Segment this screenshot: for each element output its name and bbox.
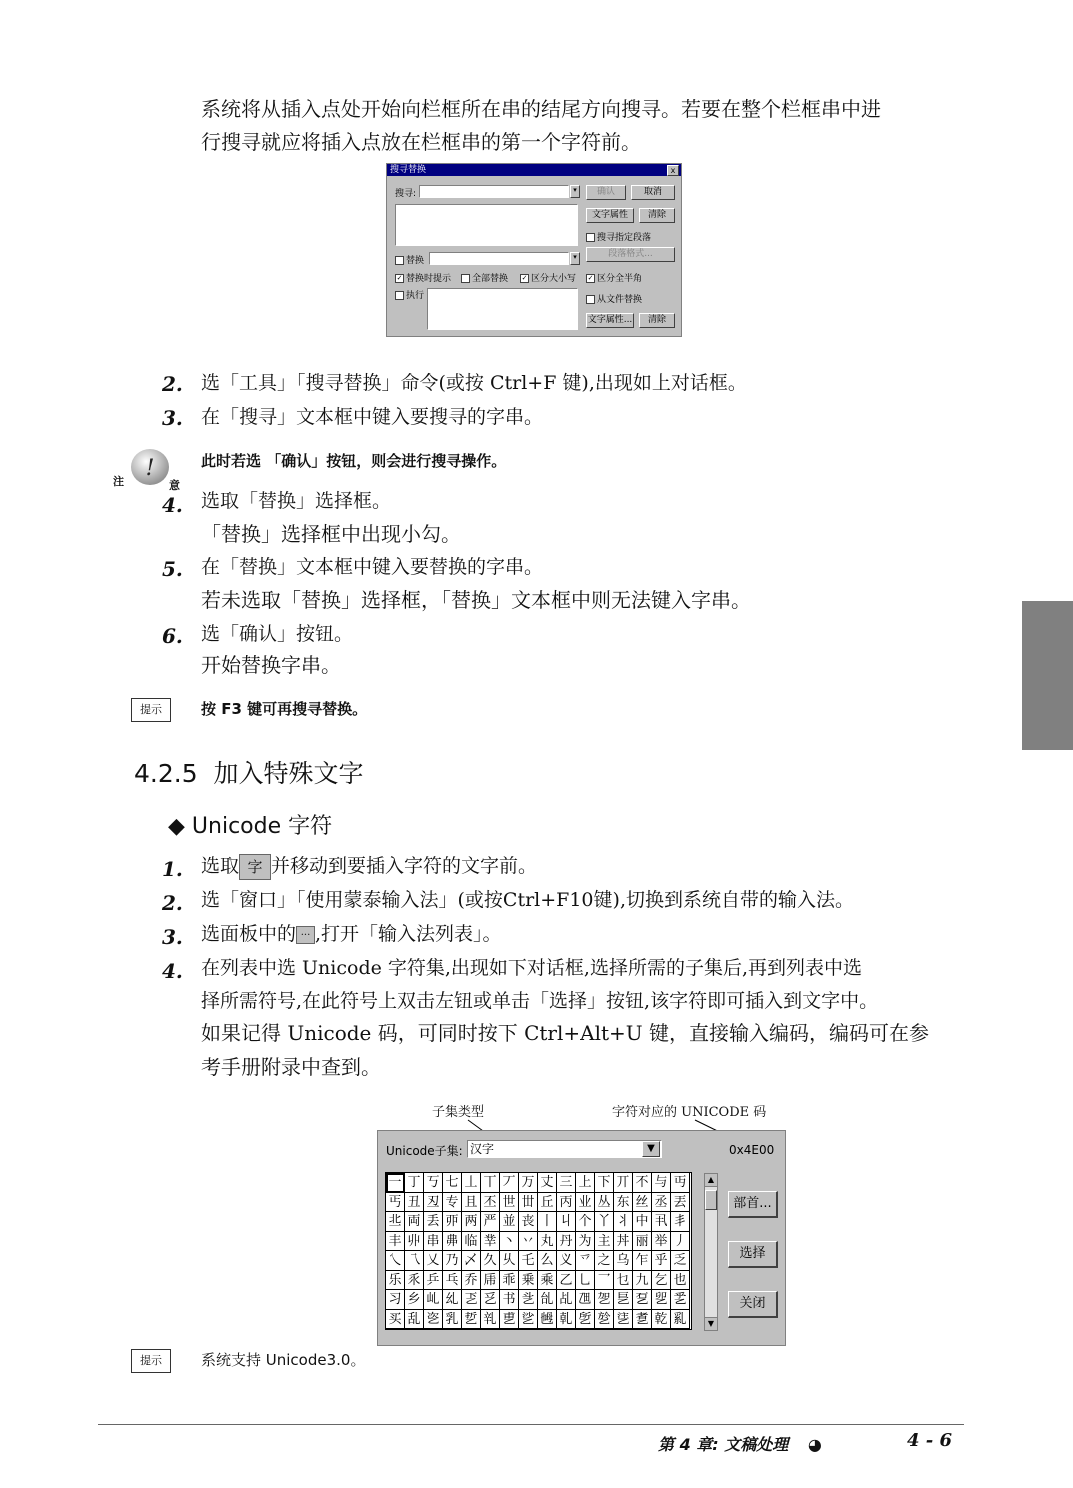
character-cell[interactable]: 乤 [462, 1290, 481, 1310]
character-cell[interactable]: 乸 [538, 1310, 557, 1330]
character-cell[interactable]: 丌 [614, 1173, 633, 1193]
character-cell[interactable]: 乮 [652, 1290, 671, 1310]
character-cell[interactable]: 乧 [519, 1290, 538, 1310]
radical-button[interactable]: 部首... [728, 1191, 778, 1218]
replace-all-label: 全部替换 [472, 274, 509, 284]
character-cell[interactable]: 丒 [424, 1193, 443, 1213]
character-cell[interactable]: 丧 [519, 1212, 538, 1232]
character-cell[interactable]: 乍 [633, 1251, 652, 1271]
character-cell[interactable]: 丯 [671, 1212, 690, 1232]
character-cell[interactable]: 么 [538, 1251, 557, 1271]
character-cell[interactable]: 丫 [595, 1212, 614, 1232]
grid-scrollbar[interactable] [704, 1173, 718, 1331]
check-icon: ✓ [396, 274, 403, 282]
checkbox-icon [461, 274, 470, 283]
character-cell[interactable]: 个 [576, 1212, 595, 1232]
character-cell[interactable]: 丱 [405, 1232, 424, 1252]
character-cell[interactable]: 书 [500, 1290, 519, 1310]
step-subtext: 「替换」选择框中出现小勾。 [201, 522, 461, 546]
step-number: 1. [162, 857, 183, 881]
scroll-up-icon[interactable]: ▲ [705, 1174, 717, 1187]
note-icon [113, 447, 181, 492]
character-cell[interactable]: 丢 [424, 1212, 443, 1232]
tip-text: 系统支持 Unicode3.0。 [201, 1351, 366, 1369]
callout-unicode-code: 字符对应的 UNICODE 码 [612, 1105, 767, 1120]
character-cell[interactable]: 乑 [405, 1271, 424, 1291]
character-cell[interactable]: 乬 [614, 1290, 633, 1310]
character-cell[interactable]: 丷 [519, 1232, 538, 1252]
character-cell[interactable]: 乆 [500, 1251, 519, 1271]
character-cell[interactable]: 丂 [424, 1173, 443, 1193]
step-text-pre: 选面板中的 [201, 923, 297, 945]
character-cell[interactable]: 乻 [595, 1310, 614, 1330]
svg-text:!: ! [145, 456, 155, 481]
dialog-titlebar [387, 164, 681, 176]
subsection-title: Unicode 字符 [191, 814, 333, 839]
character-cell[interactable]: 乫 [595, 1290, 614, 1310]
step-text: 选「确认」按钮。 [201, 623, 354, 645]
character-cell[interactable]: 乥 [481, 1290, 500, 1310]
clear-button-2[interactable]: 清除 [639, 313, 675, 328]
execute-label: 执行 [406, 291, 425, 301]
step-text-line-1: 在列表中选 Unicode 字符集,出现如下对话框,选择所需的子集后,再到列表中选 [201, 957, 863, 979]
step-number: 6. [162, 624, 183, 648]
replace-dropdown-icon[interactable]: ▾ [570, 252, 580, 265]
character-cell[interactable]: 乕 [481, 1271, 500, 1291]
character-cell[interactable]: 乓 [443, 1271, 462, 1291]
character-cell[interactable]: 乒 [424, 1271, 443, 1291]
character-cell[interactable]: 习 [386, 1290, 405, 1310]
character-cell[interactable]: 乜 [614, 1271, 633, 1291]
character-cell[interactable]: 乹 [557, 1310, 576, 1330]
prompt-checkbox[interactable] [395, 271, 451, 284]
character-cell[interactable]: 乺 [576, 1310, 595, 1330]
character-cell[interactable]: 九 [633, 1271, 652, 1291]
character-cell[interactable]: 乶 [500, 1310, 519, 1330]
character-cell[interactable]: 丽 [633, 1232, 652, 1252]
execute-checkbox[interactable] [395, 288, 424, 301]
subset-select[interactable]: 汉字 [467, 1140, 662, 1158]
step-text: 选「窗口」「使用蒙泰输入法」(或按Ctrl+F10键),切换到系统自带的输入法。 [201, 889, 854, 911]
character-cell[interactable]: 乖 [500, 1271, 519, 1291]
checkbox-icon [395, 256, 404, 265]
character-cell[interactable]: 丙 [557, 1193, 576, 1213]
character-cell[interactable]: 世 [500, 1193, 519, 1213]
character-cell[interactable]: 为 [576, 1232, 595, 1252]
paragraph-attr-button[interactable]: 段落格式... [586, 247, 675, 262]
find-replace-dialog [386, 163, 682, 337]
character-cell[interactable]: 串 [424, 1232, 443, 1252]
character-cell[interactable]: 並 [500, 1212, 519, 1232]
checkbox-icon [395, 291, 404, 300]
character-cell[interactable]: 乳 [443, 1310, 462, 1330]
close-button[interactable]: 关闭 [728, 1291, 778, 1318]
intro-line-2: 行搜寻就应将插入点放在栏框串的第一个字符前。 [201, 130, 641, 154]
replace-checkbox[interactable] [395, 253, 424, 266]
character-cell[interactable]: 不 [633, 1173, 652, 1193]
character-cell[interactable]: 也 [671, 1271, 690, 1291]
character-cell[interactable]: 乪 [576, 1290, 595, 1310]
character-cell[interactable]: 丞 [652, 1193, 671, 1213]
character-cell[interactable]: 丛 [595, 1193, 614, 1213]
character-cell[interactable]: 专 [443, 1193, 462, 1213]
character-cell[interactable]: 丿 [671, 1232, 690, 1252]
character-cell[interactable]: 乞 [652, 1271, 671, 1291]
character-cell[interactable]: 买 [386, 1310, 405, 1330]
match-case-label: 区分大小写 [531, 274, 577, 284]
character-cell[interactable]: 乇 [519, 1251, 538, 1271]
character-cell[interactable]: 丕 [481, 1193, 500, 1213]
character-cell[interactable]: 乷 [519, 1310, 538, 1330]
character-grid[interactable] [385, 1172, 692, 1330]
character-cell[interactable]: 丩 [557, 1212, 576, 1232]
character-cell[interactable]: 丁 [405, 1173, 424, 1193]
character-cell[interactable]: 丸 [538, 1232, 557, 1252]
replace-all-checkbox[interactable] [461, 271, 508, 284]
character-cell[interactable]: 上 [576, 1173, 595, 1193]
character-cell[interactable]: 乎 [652, 1251, 671, 1271]
step-text-line-2: 择所需符号,在此符号上双击左钮或单击「选择」按钮,该字符即可插入到文字中。 [201, 990, 879, 1012]
character-cell[interactable]: 乃 [443, 1251, 462, 1271]
dialog-title: 搜寻替换 [390, 165, 427, 175]
step-number: 2. [162, 891, 183, 915]
search-paragraph-checkbox[interactable] [586, 230, 651, 243]
character-cell[interactable]: 下 [595, 1173, 614, 1193]
character-cell[interactable]: 丟 [671, 1193, 690, 1213]
character-cell[interactable]: 乚 [576, 1271, 595, 1291]
full-half-checkbox[interactable] [586, 271, 642, 284]
character-cell[interactable]: 乏 [671, 1251, 690, 1271]
select-button[interactable]: 选择 [728, 1241, 778, 1268]
chapter-side-tab [1022, 601, 1073, 750]
character-cell[interactable]: 乐 [386, 1271, 405, 1291]
character-cell[interactable]: 业 [576, 1193, 595, 1213]
step-number: 2. [162, 372, 183, 396]
text-tool-icon[interactable]: 字 [239, 854, 271, 880]
check-icon: ✓ [521, 274, 528, 282]
character-cell[interactable]: 乗 [519, 1271, 538, 1291]
step-subtext: 若未选取「替换」选择框，「替换」文本框中则无法键入字串。 [201, 588, 751, 612]
character-cell[interactable]: 乾 [652, 1310, 671, 1330]
character-cell[interactable]: 乲 [424, 1310, 443, 1330]
tip-book-icon: 提示 [131, 698, 171, 722]
step-text-line-3: 如果记得 Unicode 码，可同时按下 Ctrl+Alt+U 键，直接输入编码，编码可在参 [201, 1021, 929, 1045]
character-cell[interactable]: 中 [633, 1212, 652, 1232]
section-number: 4.2.5 [134, 759, 198, 788]
character-cell[interactable]: 乂 [424, 1251, 443, 1271]
character-cell[interactable]: 万 [519, 1173, 538, 1193]
intro-line-1: 系统将从插入点处开始向栏框所在串的结尾方向搜寻。若要在整个栏框串中进 [201, 97, 881, 121]
note-text: 此时若选 「确认」按钮，则会进行搜寻操作。 [201, 452, 507, 470]
character-cell[interactable]: 乀 [386, 1251, 405, 1271]
page-number: 4 - 6 [907, 1430, 953, 1451]
search-input[interactable] [419, 185, 569, 198]
step-number: 5. [162, 557, 183, 581]
character-cell[interactable]: 乩 [557, 1290, 576, 1310]
character-cell[interactable]: 乢 [424, 1290, 443, 1310]
character-cell[interactable]: 丘 [538, 1193, 557, 1213]
character-cell[interactable]: 乯 [671, 1290, 690, 1310]
character-cell[interactable]: 乣 [443, 1290, 462, 1310]
confirm-button[interactable]: 确认 [586, 185, 626, 200]
check-icon: ✓ [587, 274, 594, 282]
character-cell[interactable]: 乽 [633, 1310, 652, 1330]
character-cell[interactable]: 一 [386, 1173, 405, 1193]
close-icon[interactable]: x [667, 165, 679, 176]
character-cell[interactable]: 乭 [633, 1290, 652, 1310]
step-text-post: 并移动到要插入字符的文字前。 [271, 855, 538, 877]
character-cell[interactable]: 主 [595, 1232, 614, 1252]
character-cell[interactable]: 丗 [519, 1193, 538, 1213]
footer-rule [98, 1424, 964, 1425]
checkbox-icon [586, 233, 595, 242]
character-cell[interactable]: 久 [481, 1251, 500, 1271]
character-cell[interactable]: 丠 [386, 1212, 405, 1232]
footer-chapter-text: 第 4 章: 文稿处理 [658, 1435, 789, 1454]
step-text-pre: 选取 [201, 855, 240, 877]
character-cell[interactable]: 丮 [652, 1212, 671, 1232]
tip-book-icon: 提示 [131, 1349, 171, 1373]
step-text [201, 849, 537, 883]
character-cell[interactable]: 乼 [614, 1310, 633, 1330]
character-cell[interactable]: 丑 [405, 1193, 424, 1213]
character-cell[interactable]: 両 [405, 1212, 424, 1232]
step-text-post: ,打开「输入法列表」。 [315, 923, 502, 945]
scroll-down-icon[interactable]: ▼ [705, 1317, 717, 1330]
clear-button[interactable]: 清除 [639, 208, 675, 223]
cancel-button[interactable]: 取消 [631, 185, 675, 200]
step-text: 选取「替换」选择框。 [201, 490, 392, 512]
step-number: 4. [162, 493, 183, 517]
character-cell[interactable]: 三 [557, 1173, 576, 1193]
footer-chapter [658, 1432, 822, 1455]
character-cell[interactable]: 临 [462, 1232, 481, 1252]
character-cell[interactable]: 乌 [614, 1251, 633, 1271]
step-number: 3. [162, 406, 183, 430]
character-cell[interactable]: 乵 [481, 1310, 500, 1330]
character-cell[interactable]: 丳 [443, 1232, 462, 1252]
character-cell[interactable]: 乴 [462, 1310, 481, 1330]
note-label-left: 注 [113, 475, 124, 488]
character-cell[interactable]: 乔 [462, 1271, 481, 1291]
character-cell[interactable]: 丣 [443, 1212, 462, 1232]
search-dropdown-icon[interactable]: ▾ [570, 185, 580, 198]
character-cell[interactable]: 丏 [671, 1173, 690, 1193]
character-cell[interactable]: 义 [557, 1251, 576, 1271]
search-label: 搜寻: [395, 189, 417, 199]
full-half-label: 区分全半角 [597, 274, 643, 284]
text-attr-button[interactable]: 文字属性 [586, 208, 634, 223]
step-text-line-4: 考手册附录中查到。 [201, 1055, 381, 1079]
character-cell[interactable]: 丬 [614, 1212, 633, 1232]
search-paragraph-label: 搜寻指定段落 [597, 233, 652, 243]
character-cell[interactable]: 丅 [481, 1173, 500, 1193]
step-text: 在「替换」文本框中键入要替换的字串。 [201, 556, 544, 578]
subsection-heading [168, 809, 332, 840]
step-subtext: 开始替换字串。 [201, 653, 341, 677]
half-circle-icon: ◕ [807, 1435, 822, 1454]
subset-dropdown-icon[interactable]: ▼ [642, 1141, 660, 1157]
callout-subset-type: 子集类型 [432, 1105, 485, 1120]
character-cell[interactable]: 乱 [405, 1310, 424, 1330]
character-cell[interactable]: 丐 [386, 1193, 405, 1213]
match-case-checkbox[interactable] [520, 271, 576, 284]
character-cell[interactable]: 丶 [500, 1232, 519, 1252]
character-cell[interactable]: 与 [652, 1173, 671, 1193]
section-title: 加入特殊文字 [213, 759, 364, 788]
note-label-right: 意 [169, 479, 180, 492]
text-attr-button-2[interactable]: 文字属性... [586, 313, 634, 328]
character-cell[interactable]: 严 [481, 1212, 500, 1232]
step-text: 在「搜寻」文本框中键入要搜寻的字串。 [201, 406, 544, 428]
character-cell[interactable]: 乛 [595, 1271, 614, 1291]
character-cell[interactable]: 丆 [500, 1173, 519, 1193]
search-text-area[interactable] [395, 204, 578, 246]
character-cell[interactable]: 乨 [538, 1290, 557, 1310]
character-cell[interactable]: 乁 [405, 1251, 424, 1271]
character-cell[interactable]: 丄 [462, 1173, 481, 1193]
prompt-label: 替换时提示 [406, 274, 452, 284]
from-file-checkbox[interactable] [586, 292, 642, 305]
from-file-label: 从文件替换 [597, 295, 643, 305]
character-cell[interactable]: 丝 [633, 1193, 652, 1213]
character-cell[interactable]: 乿 [671, 1310, 690, 1330]
character-cell[interactable]: 丵 [481, 1232, 500, 1252]
tip-text: 按 F3 键可再搜寻替换。 [201, 700, 368, 718]
replace-input[interactable] [429, 252, 569, 265]
character-cell[interactable]: 举 [652, 1232, 671, 1252]
step-number: 4. [162, 959, 183, 983]
replace-label: 替换 [406, 256, 425, 266]
character-cell[interactable]: 乘 [538, 1271, 557, 1291]
character-cell[interactable]: 七 [443, 1173, 462, 1193]
step-number: 3. [162, 925, 183, 949]
replace-text-area[interactable] [427, 288, 578, 330]
diamond-bullet-icon: ◆ [168, 814, 185, 839]
character-cell[interactable]: 丨 [538, 1212, 557, 1232]
character-cell[interactable]: 丹 [557, 1232, 576, 1252]
step-text: 选「工具」「搜寻替换」命令(或按 Ctrl+F 键),出现如上对话框。 [201, 372, 747, 394]
character-cell[interactable]: 乄 [462, 1251, 481, 1271]
unicode-code-value: 0x4E00 [729, 1143, 775, 1157]
subset-label: Unicode子集: [386, 1144, 463, 1158]
section-heading [134, 754, 364, 790]
ellipsis-button-icon[interactable]: ... [296, 926, 315, 944]
character-cell[interactable]: 丈 [538, 1173, 557, 1193]
character-cell[interactable]: 之 [595, 1251, 614, 1271]
character-cell[interactable]: 且 [462, 1193, 481, 1213]
step-text [201, 917, 502, 951]
character-cell[interactable]: 乊 [576, 1251, 595, 1271]
character-cell[interactable]: 乙 [557, 1271, 576, 1291]
character-cell[interactable]: 乡 [405, 1290, 424, 1310]
character-cell[interactable]: 东 [614, 1193, 633, 1213]
character-cell[interactable]: 丰 [386, 1232, 405, 1252]
checkbox-icon [586, 295, 595, 304]
character-cell[interactable]: 两 [462, 1212, 481, 1232]
unicode-dialog [377, 1130, 786, 1346]
scroll-thumb[interactable] [705, 1190, 717, 1210]
character-cell[interactable]: 丼 [614, 1232, 633, 1252]
